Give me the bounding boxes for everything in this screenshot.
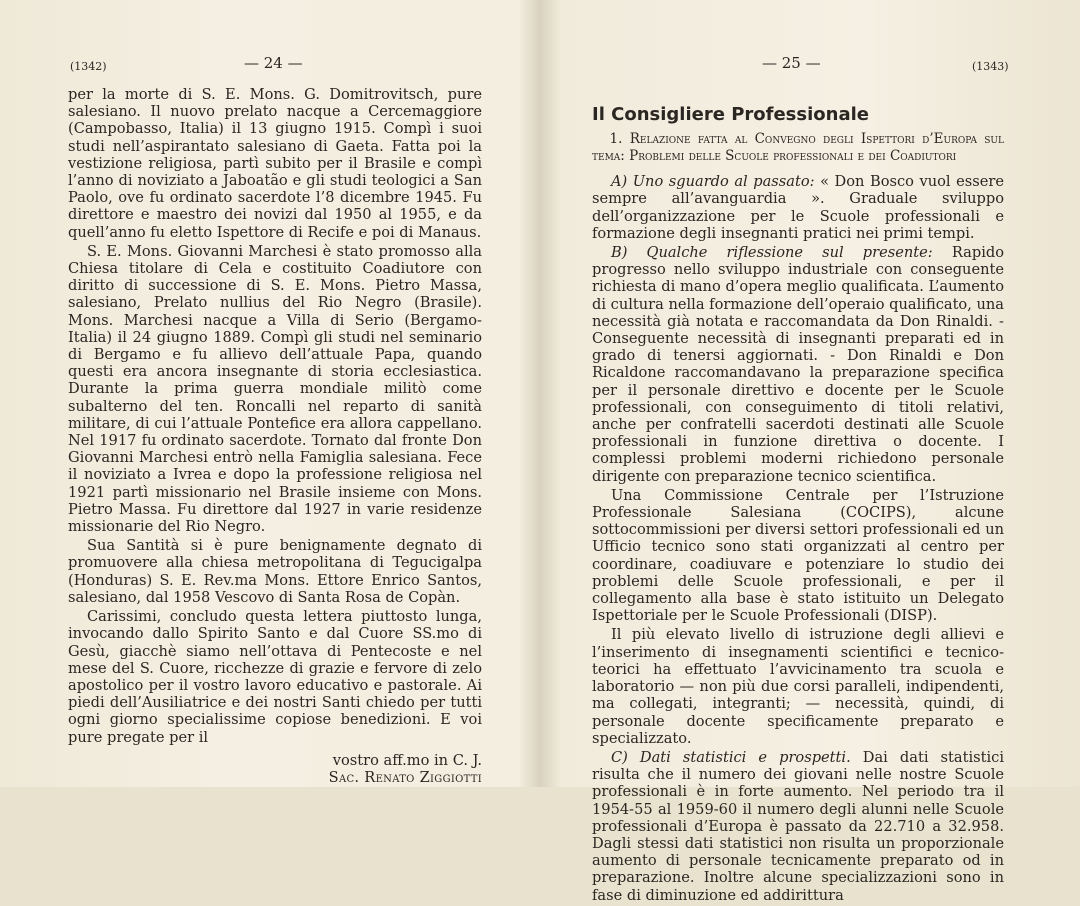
section-c-text: Dai dati statistici risulta che il numero dei giovani nelle nostre Scuole professionali è in forte aumento. Nel periodo tra il 1954-55 al 1959-60 il numero degli alunni nelle Scuole professionali d’Europa è passato da 22.710 a 32.958. Dagli stessi dati statistici non risulta un proporzionale aumento di personale tecnicamente preparato od in preparazione. Inoltre alcune specializzazioni sono in fase di diminuzione ed addirittura [592, 748, 1004, 904]
left-page-number: — 24 — [244, 54, 303, 72]
section-c [592, 749, 1004, 904]
section-b-text: Rapido progresso nello sviluppo industriale con conseguente richiesta di mano d’opera meglio qualificata. L’aumento di cultura nella formazione dell’operaio qualificato, una necessità già notata e raccomandata da Don Rinaldi. - Conseguente necessità di insegnanti preparati ed in grado di tenersi aggiornati. - Don Rinaldi e Don Ricaldone raccomandavano la preparazione specifica per il personale direttivo e docente per le Scuole professionali, con conseguimento di titoli relativi, anche per confratelli sacerdoti destinati alle Scuole professionali in funzione direttiva o docente. I complessi problemi moderni richiedono personale dirigente con preparazione tecnico scientifica. [592, 244, 1004, 485]
section-title: Il Consigliere Professionale [592, 104, 869, 125]
paragraph: S. E. Mons. Giovanni Marchesi è stato promosso alla Chiesa titolare di Cela e costituito Coadiutore con diritto di successione di S. E. Mons. Pietro Massa, salesiano, Prelato nullius del Rio Negro (Brasile). Mons. Marchesi nacque a Villa di Serio (Bergamo-Italia) il 24 giugno 1889. Compì gli studi nel seminario di Bergamo e fu allievo dell’attuale Papa, quando questi era ancora insegnante di storia ecclesiastica. Durante la prima guerra mondiale militò come subalterno del ten. Roncalli nel reparto di sanità militare, di cui l’attuale Pontefice era allora cappellano. Nel 1917 fu ordinato sacerdote. Tornato dal fronte Don Giovanni Marchesi entrò nella Famiglia salesiana. Fece il noviziato a Ivrea e dopo la professione religiosa nel 1921 partì missionario nel Brasile insieme con Mons. Pietro Massa. Fu direttore dal 1927 in varie residenze missionarie del Rio Negro. [68, 242, 482, 536]
section-b [592, 244, 1004, 485]
right-page [540, 0, 1080, 904]
right-folio: (1343) [972, 60, 1009, 73]
paragraph: Carissimi, concludo questa lettera piuttosto lunga, invocando dallo Spirito Santo e dal Cuore SS.mo di Gesù, giacchè siamo nell’ottava di Pentecoste e nel mese del S. Cuore, ricchezze di grazie e fervore di zelo apostolico per il vostro lavoro educativo e pastorale. Ai piedi dell’Ausiliatrice e dei nostri Santi chiedo per tutti ogni giorno specialissime copiose benedizioni. E voi pure pregate per il [68, 608, 482, 746]
signature-line-2: Sac. Renato Ziggiotti [328, 768, 482, 786]
paragraph: Il più elevato livello di istruzione degli allievi e l’inserimento di insegnamenti scientifici e tecnico-teorici ha effettuato l’avvicinamento tra scuola e laboratorio — non più due corsi paralleli, indipendenti, ma collegati, integranti; — necessità, quindi, di personale docente specificamente preparato e specializzato. [592, 626, 1004, 747]
right-page-number: — 25 — [762, 54, 821, 72]
left-page [0, 0, 540, 787]
section-a-text: « Don Bosco vuol essere sempre all’avanguardia ». Graduale sviluppo dell’organizzazione per le Scuole professionali e formazione degli insegnanti pratici nei primi tempi. [592, 173, 1004, 242]
paragraph: per la morte di S. E. Mons. G. Domitrovitsch, pure salesiano. Il nuovo prelato nacque a Cercemaggiore (Campobasso, Italia) il 13 giugno 1915. Compì i suoi studi nell’aspirantato salesiano di Gaeta. Fatta poi la vestizione religiosa, partì subito per il Brasile e compì l’anno di noviziato a Jaboatão e gli studi teologici a San Paolo, ove fu ordinato sacerdote l’8 dicembre 1945. Fu direttore e maestro dei novizi dal 1950 al 1955, e da quell’anno fu eletto Ispettore di Recife e poi di Manaus. [68, 86, 482, 241]
right-text-block [592, 106, 1004, 906]
section-a-label: A) Uno sguardo al passato: [610, 173, 815, 191]
left-text-block [68, 86, 482, 786]
signature [68, 752, 482, 786]
left-folio: (1342) [70, 60, 107, 73]
section-a [592, 173, 1004, 242]
report-heading: 1. Relazione fatta al Convegno degli Ispettori d’Europa sul tema: Problemi delle Scuole professionali e dei Coadiutori [592, 131, 1004, 165]
paragraph: Sua Santità si è pure benignamente degnato di promuovere alla chiesa metropolitana di Tegucigalpa (Honduras) S. E. Rev.ma Mons. Ettore Enrico Santos, salesiano, dal 1958 Vescovo di Santa Rosa de Copàn. [68, 537, 482, 606]
section-b-label: B) Qualche riflessione sul presente: [610, 244, 933, 262]
signature-line-1: vostro aff.mo in C. J. [332, 751, 482, 769]
section-c-label: C) Dati statistici e prospetti. [610, 748, 851, 766]
paragraph: Una Commissione Centrale per l’Istruzione Professionale Salesiana (COCIPS), alcune sottocommissioni per diversi settori professionali ed un Ufficio tecnico sono stati organizzati al centro per coordinare, coadiuvare e potenziare lo studio dei problemi delle Scuole professionali, e per il collegamento alla base è stato istituito un Delegato Ispettoriale per le Scuole Professionali (DISP). [592, 486, 1004, 625]
